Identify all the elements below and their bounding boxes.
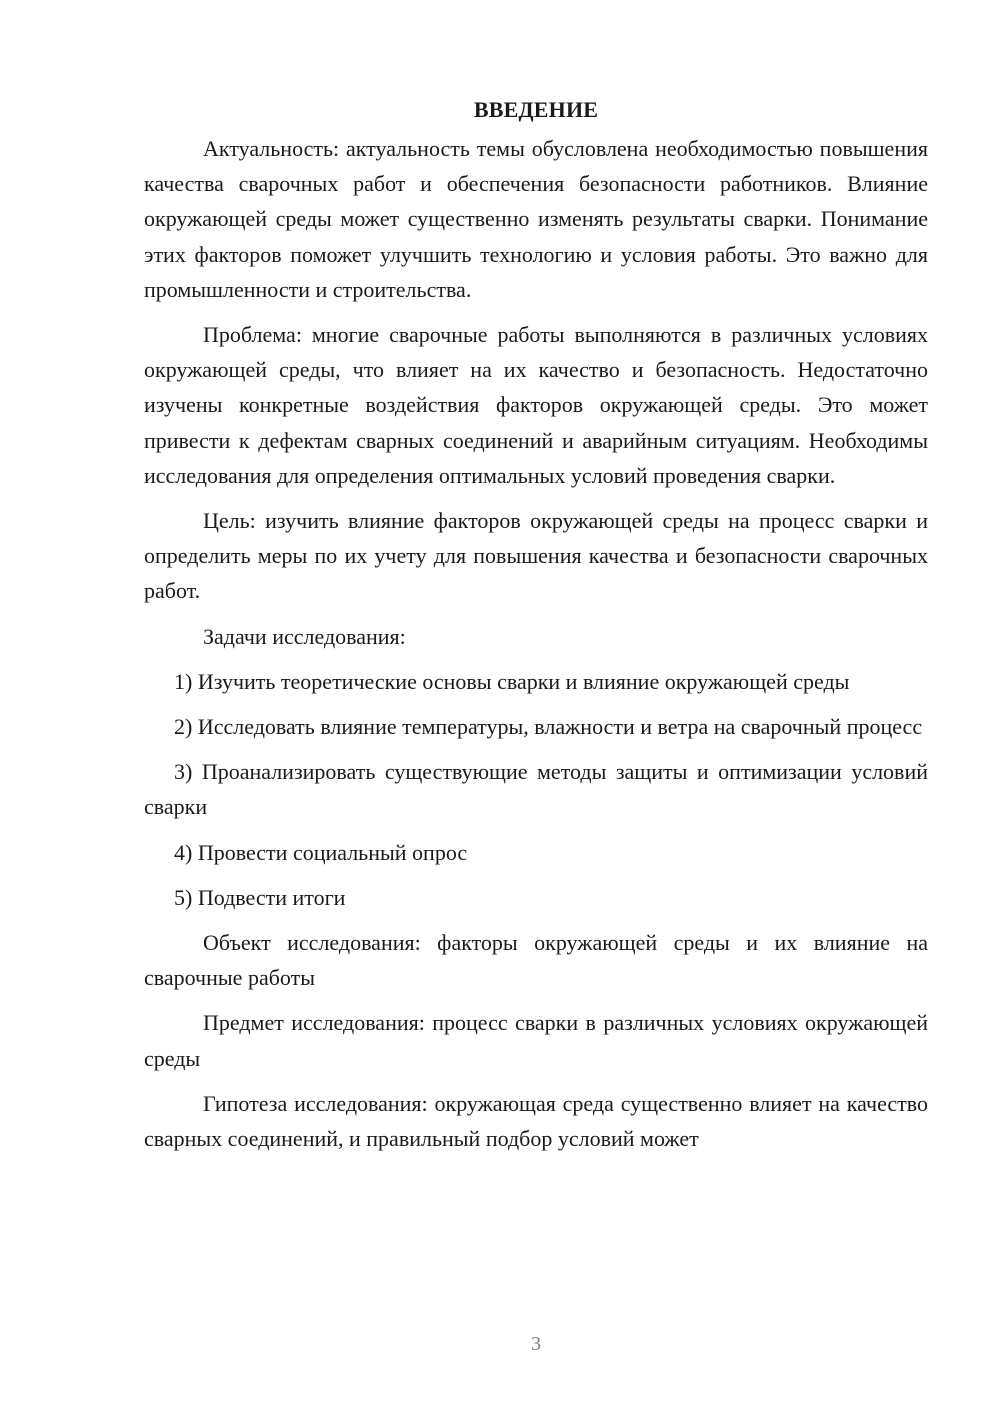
task-item-3: 3) Проанализировать существующие методы защиты и оптимизации условий сварки: [144, 759, 928, 820]
tasks-title: Задачи исследования:: [203, 623, 406, 649]
page-content: [144, 95, 928, 1156]
goal-paragraph: Цель: изучить влияние факторов окружающей среды на процесс сварки и определить меры по их учету для повышения качества и безопасности сварочных работ.: [144, 508, 928, 604]
section-heading: ВВЕДЕНИЕ: [473, 97, 599, 122]
task-item-5: 5) Подвести итоги: [174, 884, 346, 910]
problem-paragraph: Проблема: многие сварочные работы выполняются в различных условиях окружающей среды, что влияет на их качество и безопасность. Недостаточно изучены конкретные воздействия факторов окружающей среды. Это может привести к дефектам сварных соединений и аварийным ситуациям. Необходимы исследования для определения оптимальных условий проведения сварки.: [144, 322, 928, 488]
page-number: 3: [531, 1333, 541, 1355]
relevance-paragraph: Актуальность: актуальность темы обусловлена необходимостью повышения качества сварочных работ и обеспечения безопасности работников. Влияние окружающей среды может существенно изменять результаты сварки. Понимание этих факторов поможет улучшить технологию и условия работы. Это важно для промышленности и строительства.: [144, 136, 928, 302]
task-item-4: 4) Провести социальный опрос: [174, 839, 468, 865]
subject-paragraph: Предмет исследования: процесс сварки в различных условиях окружающей среды: [144, 1010, 928, 1071]
object-paragraph: Объект исследования: факторы окружающей среды и их влияние на сварочные работы: [144, 930, 928, 991]
task-item-1: 1) Изучить теоретические основы сварки и влияние окружающей среды: [174, 668, 850, 694]
hypothesis-paragraph: Гипотеза исследования: окружающая среда существенно влияет на качество сварных соединений, и правильный подбор условий может: [144, 1090, 928, 1152]
task-item-2: 2) Исследовать влияние температуры, влажности и ветра на сварочный процесс: [174, 714, 923, 740]
